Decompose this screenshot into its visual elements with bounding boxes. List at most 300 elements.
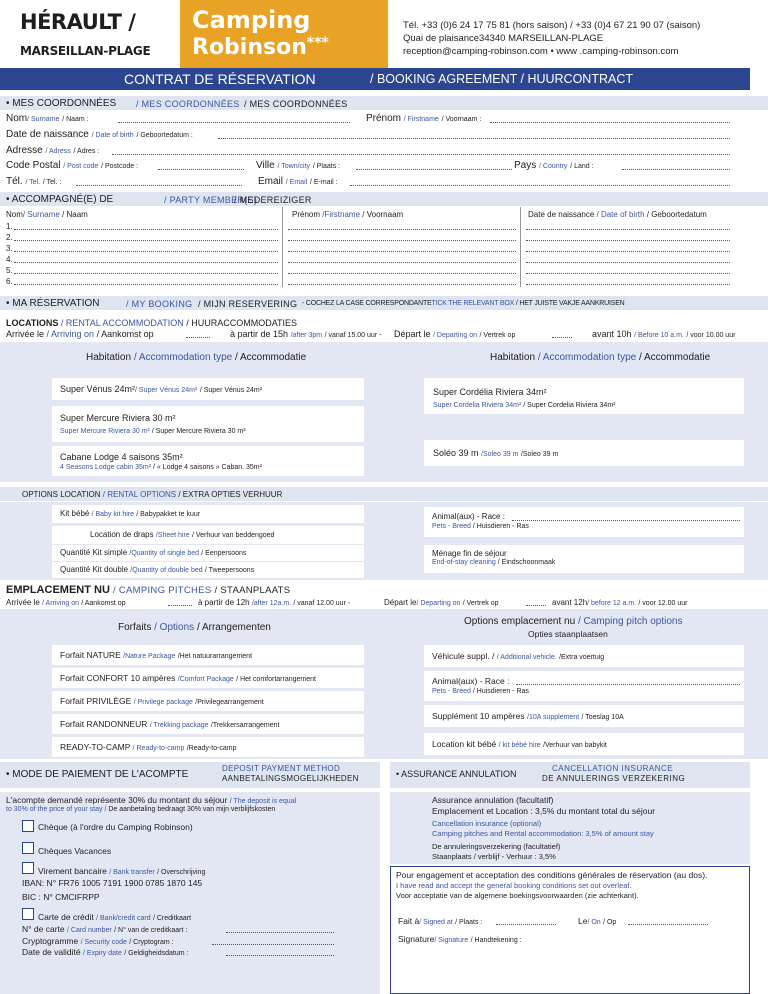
party-row-num: 3. <box>6 244 13 253</box>
party-col-dob <box>528 210 707 219</box>
camping-name: Robinson <box>192 35 307 60</box>
hab-right-nl: / Accommodatie <box>638 352 711 363</box>
pitch-opt-fr: Options emplacement nu <box>464 616 576 627</box>
region-logo <box>0 0 180 68</box>
loc-arrival[interactable] <box>6 329 154 339</box>
pitch-animal-en: Pets - Breed <box>432 688 471 695</box>
contact-line1: Tél. +33 (0)6 24 17 75 81 (hors saison) / +33 (0)4 67 21 90 07 (saison) <box>403 20 701 31</box>
party-heading <box>0 192 768 206</box>
prenom-label: Prénom <box>366 113 402 124</box>
payment-heading: • MODE DE PAIEMENT DE L'ACOMPTE <box>6 769 189 780</box>
sig-label <box>398 934 522 944</box>
hab-option-label: Cabane Lodge 4 saisons 35m² <box>60 452 183 462</box>
forfait-fr: READY-TO-CAMP <box>60 742 131 752</box>
party-row-prenom[interactable] <box>288 251 516 252</box>
validite-en: / Expiry date <box>82 950 122 957</box>
party-row-dob[interactable] <box>526 240 730 241</box>
region-top: HÉRAULT / <box>20 10 136 34</box>
hab-right-head <box>490 352 710 363</box>
tel-label: Tél. <box>6 176 23 187</box>
forfait-en: / Privilege package <box>133 699 193 706</box>
dob-label: Date de naissance <box>6 129 89 140</box>
pitch-animal-line[interactable] <box>516 684 740 685</box>
loc-from-fr: à partir de 15h <box>230 329 289 339</box>
pitch-departure[interactable] <box>384 598 498 607</box>
stars: *** <box>306 35 329 51</box>
pitch-from-nl: / vanaf 12.00 uur - <box>293 600 351 607</box>
vir-fr: Virement bancaire <box>38 866 107 876</box>
camping-logo <box>180 0 388 68</box>
nom-label: Nom <box>6 113 28 124</box>
tel-nl: / Tel. : <box>42 179 62 186</box>
carte-checkbox[interactable] <box>22 908 34 920</box>
opt-simple-en: /Quantity of single bed <box>129 550 200 557</box>
pitch-arrival-line[interactable] <box>168 605 192 606</box>
field-cp[interactable] <box>6 160 138 171</box>
forfait-label <box>60 719 280 729</box>
forfait-en: /Nature Package <box>123 653 176 660</box>
deposit-fr: L'acompte demandé représente 30% du montant du séjour <box>6 795 228 805</box>
opt-double-fr: Quantité Kit double <box>60 565 129 574</box>
pitch-dep-fr: Départ le <box>384 598 417 607</box>
loc-arrival-line[interactable] <box>186 337 210 338</box>
loc-title-nl: / HUURACCOMMODATIES <box>186 318 298 328</box>
col-dob-nl: / Geboortedatum <box>646 210 707 219</box>
bic: BIC : N° CMCIFRPP <box>22 892 100 902</box>
forfait-label <box>60 742 237 752</box>
col-prenom-nl: / Voornaam <box>362 210 404 219</box>
agreement-fr: Pour engagement et acceptation des conditions générales de réservation (au dos). <box>396 870 708 880</box>
cp-nl: / Postcode : <box>101 163 139 170</box>
title-fr: CONTRAT DE RÉSERVATION <box>124 71 316 87</box>
pitch-arr-en: / Arriving on <box>42 600 79 607</box>
options-heading-text <box>22 490 282 499</box>
dob-nl: / Geboortedatum : <box>136 132 193 139</box>
tel-line[interactable] <box>76 185 242 186</box>
forfaits-nl: / Arrangementen <box>196 622 271 633</box>
nom-en: / Surname <box>27 116 60 123</box>
pitch-dep-en: / Departing on <box>416 600 461 607</box>
opt-simple-label <box>60 548 246 557</box>
loc-dep-fr: Départ le <box>394 329 431 339</box>
insurance-heading-nl: DE ANNULERINGS VERZEKERING <box>542 774 686 783</box>
coords-heading-fr: • MES COORDONNÉES <box>6 98 117 109</box>
opt-draps-fr: Location de draps <box>90 530 154 539</box>
forfait-fr: Forfait RANDONNEUR <box>60 719 148 729</box>
pitch-before <box>552 598 687 607</box>
carte-en: / Bank/credit card <box>96 915 151 922</box>
party-row-nom[interactable] <box>14 262 278 263</box>
hab-nl: /Soleo 39 m <box>520 451 559 458</box>
loc-arrival-fr: Arrivée le <box>6 329 45 339</box>
note-en: TICK THE RELEVANT BOX <box>431 300 515 307</box>
hab-option-label <box>433 448 558 458</box>
opt-kit-fr: Kit bébé <box>60 509 90 518</box>
loc-before-en: / Before 10 a.m. <box>634 332 684 339</box>
pitch-animal-nl: / Huisdieren - Ras <box>472 688 529 695</box>
supp-en: /10A supplement <box>527 714 580 721</box>
carte-label <box>38 912 191 922</box>
forfait-nl: / Het comfortarrangement <box>236 676 316 683</box>
opt-title-en: / RENTAL OPTIONS <box>102 490 177 499</box>
deposit-line2 <box>6 806 275 813</box>
hab-option-sub <box>60 428 246 435</box>
insurance-heading: • ASSURANCE ANNULATION <box>396 769 517 779</box>
cp-line[interactable] <box>158 169 244 170</box>
forfait-en: / Trekking package <box>149 722 209 729</box>
kitloc-nl: /Verhuur van babykit <box>543 742 607 749</box>
opt-animal-en: Pets - Breed <box>432 523 471 530</box>
nom-nl: / Naam : <box>62 116 89 123</box>
signature-area[interactable] <box>396 946 744 990</box>
field-tel[interactable] <box>6 176 61 187</box>
party-row-num: 4. <box>6 255 13 264</box>
party-row-prenom[interactable] <box>288 262 516 263</box>
field-adresse[interactable] <box>6 145 99 156</box>
payment-heading-nl: AANBETALINGSMOGELIJKHEDEN <box>222 774 359 783</box>
pitch-departure-line[interactable] <box>526 605 546 606</box>
booking-heading-fr: • MA RÉSERVATION <box>6 298 100 309</box>
iban: IBAN: N° FR76 1005 7191 1900 0785 1870 145 <box>22 878 203 888</box>
party-divider-2 <box>520 207 521 287</box>
deposit-en2: to 30% of the price of your stay / <box>6 806 107 813</box>
pitch-before-en: / before 12 a.m. <box>587 600 637 607</box>
opt-draps-label <box>90 530 274 539</box>
hab-right-en: / Accommodation type <box>537 352 637 363</box>
ins-nl1: De annuleringsverzekering (facultatief) <box>432 842 561 851</box>
hab-fr: Soléo 39 m <box>433 448 479 458</box>
supp-fr: Supplément 10 ampères <box>432 711 525 721</box>
pitch-dep-nl: / Vertrek op <box>462 600 499 607</box>
party-row-prenom[interactable] <box>288 240 516 241</box>
adresse-label: Adresse <box>6 145 43 156</box>
carte-nl: / Creditkaart <box>152 915 192 922</box>
opt-kit-en: / Baby kit hire <box>91 511 135 518</box>
pitch-title <box>6 584 290 596</box>
hab-option-label <box>60 384 262 394</box>
party-row-nom[interactable] <box>14 251 278 252</box>
loc-title-en: / RENTAL ACCOMMODATION <box>60 318 184 328</box>
loc-from <box>230 329 381 339</box>
hab-nl: / « Lodge 4 saisons » Caban. 35m² <box>153 464 262 471</box>
party-row-num: 6. <box>6 277 13 286</box>
ncarte-label <box>22 924 187 934</box>
loc-arrival-nl: / Aankomst op <box>96 329 154 339</box>
party-row-num: 1. <box>6 222 13 231</box>
pays-nl: / Land : <box>570 163 594 170</box>
booking-heading <box>0 296 768 310</box>
pitch-title-en: / CAMPING PITCHES <box>112 585 212 596</box>
hab-left-head <box>86 352 306 363</box>
ncarte-fr: N° de carte <box>22 924 65 934</box>
pitch-animal-sub <box>432 688 529 695</box>
ville-line[interactable] <box>356 169 512 170</box>
hab-nl: / Super Mercure Riviera 30 m² <box>151 428 246 435</box>
hab-left-nl: / Accommodatie <box>234 352 307 363</box>
loc-dep-en: / Departing on <box>433 332 478 339</box>
le-line[interactable] <box>628 924 708 925</box>
validite-fr: Date de validité <box>22 947 81 957</box>
tel-en: / Tel. <box>25 179 41 186</box>
loc-title: LOCATIONS <box>6 318 59 328</box>
hab-option-sub <box>433 402 615 409</box>
fait-fr: Fait à <box>398 916 420 926</box>
fait-label <box>398 916 482 926</box>
pitch-kit-label <box>432 739 607 749</box>
camping-line1: Camping <box>192 6 311 34</box>
loc-departure-line[interactable] <box>552 337 572 338</box>
hab-option-super-mercure[interactable] <box>52 406 364 442</box>
camping-line2 <box>192 35 329 60</box>
pays-en: / Country <box>539 163 568 170</box>
forfait-en: /Comfort Package <box>177 676 234 683</box>
virement-label <box>38 866 205 876</box>
opt-kit-nl: / Babypakket te kuur <box>136 511 201 518</box>
forfaits-fr: Forfaits <box>118 622 152 633</box>
party-col-prenom <box>292 210 403 219</box>
note-fr: - COCHEZ LA CASE CORRESPONDANTE <box>302 300 432 307</box>
pitch-opt-nl: Opties staanplaatsen <box>528 629 608 639</box>
ville-label: Ville <box>256 160 275 171</box>
forfait-fr: Forfait PRIVILÈGE <box>60 696 132 706</box>
le-nl: / Op <box>603 919 617 926</box>
hab-en: /Soleo 39 m <box>481 451 519 458</box>
party-row-dob[interactable] <box>526 284 730 285</box>
forfaits-en: / Options <box>154 622 195 633</box>
opt-animal-sub <box>432 523 529 530</box>
ville-nl: / Plaats : <box>312 163 341 170</box>
fait-en: / Signed at <box>419 919 453 926</box>
loc-departure[interactable] <box>394 329 515 339</box>
hab-en: Super Cordelia Riviera 34m² <box>433 402 522 409</box>
note-nl: / HET JUISTE VAKJE AANKRUISEN <box>515 300 625 307</box>
region-bottom: MARSEILLAN-PLAGE <box>20 44 151 58</box>
cp-en: / Post code <box>63 163 99 170</box>
field-dob[interactable] <box>6 129 193 140</box>
pitch-opt-en: / Camping pitch options <box>577 616 683 627</box>
opt-title-nl: / EXTRA OPTIES VERHUUR <box>178 490 283 499</box>
adresse-line[interactable] <box>112 154 730 155</box>
le-label <box>578 916 616 926</box>
ncarte-line[interactable] <box>226 932 334 933</box>
party-row-dob[interactable] <box>526 229 730 230</box>
carte-fr: Carte de crédit <box>38 912 94 922</box>
party-heading-fr: • ACCOMPAGNÉ(E) DE <box>6 194 114 205</box>
opt-simple-nl: / Eenpersoons <box>201 550 247 557</box>
party-row-nom[interactable] <box>14 240 278 241</box>
ins-nl2: Staanplaats / verblijf - Verhuur : 3,5% <box>432 852 556 861</box>
crypto-en: / Security code <box>80 939 127 946</box>
party-heading-en: / PARTY MEMBER(S) <box>164 195 258 205</box>
ncarte-en: / Card number <box>67 927 112 934</box>
party-row-prenom[interactable] <box>288 273 516 274</box>
hab-en: / Super Vénus 24m² <box>135 387 198 394</box>
opt-simple-fr: Quantité Kit simple <box>60 548 128 557</box>
virement-checkbox[interactable] <box>22 862 34 874</box>
forfait-label <box>60 650 252 660</box>
hab-fr: Super Vénus 24m² <box>60 384 136 394</box>
forfait-nl: /Ready-to-camp <box>186 745 237 752</box>
sig-nl: / Handtekening : <box>470 937 522 944</box>
fait-nl: / Plaats : <box>455 919 483 926</box>
pitch-arr-fr: Arrivée le <box>6 598 40 607</box>
opt-menage-en: End-of-stay cleaning <box>432 559 496 566</box>
pitch-title-nl: / STAANPLAATS <box>214 585 291 596</box>
veh-en: / Additional vehicle. <box>496 654 557 661</box>
forfait-fr: Forfait NATURE <box>60 650 121 660</box>
opt-animal-line[interactable] <box>512 520 740 521</box>
opt-menage-sub <box>432 559 555 566</box>
email-nl: / E-mail : <box>309 179 338 186</box>
hab-en: Super Mercure Riviera 30 m² <box>60 428 150 435</box>
party-row-dob[interactable] <box>526 273 730 274</box>
adresse-en: / Adress <box>45 148 71 155</box>
forfait-nl: /Het natuurarrangement <box>177 653 253 660</box>
validite-line[interactable] <box>226 955 334 956</box>
pitch-opt-head <box>464 616 682 627</box>
deposit-en: / The deposit is equal <box>229 798 297 805</box>
party-row-num: 2. <box>6 233 13 242</box>
party-heading-nl: / MEDEREIZIGER <box>234 195 312 205</box>
opt-double-label <box>60 565 254 574</box>
pitch-arr-nl: / Aankomst op <box>81 600 126 607</box>
email-label: Email <box>258 176 284 187</box>
kitloc-fr: Location kit bébé <box>432 739 497 749</box>
contact-line2: Quai de plaisance34340 MARSEILLAN-PLAGE <box>403 33 604 44</box>
cheque-checkbox[interactable] <box>22 820 34 832</box>
email-line[interactable] <box>350 185 730 186</box>
hab-en: 4 Seasons Lodge cabin 35m² <box>60 464 152 471</box>
prenom-nl: / Voornaam : <box>441 116 482 123</box>
opt-animal-nl: / Huisdieren - Ras <box>472 523 529 530</box>
hab-nl: / Super Vénus 24m² <box>199 387 263 394</box>
party-divider-1 <box>282 207 283 287</box>
hab-option-sub <box>60 464 262 471</box>
forfait-label <box>60 673 316 683</box>
contact-line3: reception@camping-robinson.com • www .camping-robinson.com <box>403 46 679 57</box>
sig-en: / Signature <box>434 937 469 944</box>
pitch-from-fr: à partir de 12h <box>198 598 250 607</box>
col-dob: Date de naissance <box>528 210 595 219</box>
party-row-prenom[interactable] <box>288 284 516 285</box>
party-row-nom[interactable] <box>14 284 278 285</box>
le-en: / On <box>587 919 601 926</box>
col-prenom: Prénom <box>292 210 321 219</box>
opt-menage-label: Ménage fin de séjour <box>432 549 507 558</box>
field-nom[interactable] <box>6 113 89 124</box>
opt-double-en: /Quantity of double bed <box>130 567 203 574</box>
pitch-title-fr: EMPLACEMENT NU <box>6 584 110 596</box>
dob-en: / Date of birth <box>91 132 134 139</box>
vir-en: / Bank transfer <box>109 869 155 876</box>
opt-kit-label <box>60 509 200 518</box>
party-row-nom[interactable] <box>14 273 278 274</box>
nom-line[interactable] <box>118 122 350 123</box>
validite-label <box>22 947 188 957</box>
pitch-animal-label: Animal(aux) - Race : <box>432 676 510 686</box>
cheque-label: Chèque (à l'ordre du Camping Robinson) <box>38 822 193 832</box>
col-nom-en: / Surname <box>22 210 60 219</box>
loc-before-fr: avant 10h <box>592 329 632 339</box>
col-nom-nl: / Naam <box>62 210 88 219</box>
field-prenom[interactable] <box>366 113 481 124</box>
field-ville[interactable] <box>256 160 340 171</box>
pitch-before-fr: avant 12h <box>552 598 588 607</box>
supp-nl: / Toeslag 10A <box>581 714 624 721</box>
forfait-en: / Ready-to-camp <box>132 745 185 752</box>
pays-line[interactable] <box>622 169 730 170</box>
adresse-nl: / Adres : <box>73 148 100 155</box>
deposit-nl: De aanbetaling bedraagt 30% van mijn verblijfskosten <box>108 806 276 813</box>
email-en: / Email <box>285 179 308 186</box>
forfait-nl: /Trekkersarrangement <box>210 722 280 729</box>
prenom-en: / Firstname <box>403 116 439 123</box>
insurance-heading-en: CANCELLATION INSURANCE <box>552 764 674 773</box>
forfaits-head <box>118 622 271 633</box>
crypto-line[interactable] <box>212 944 334 945</box>
fait-line[interactable] <box>496 924 556 925</box>
loc-from-en: /after 3pm <box>290 332 323 339</box>
pays-label: Pays <box>514 160 537 171</box>
crypto-fr: Cryptogramme <box>22 936 79 946</box>
payment-heading-en: DEPOSIT PAYMENT METHOD <box>222 764 341 773</box>
party-row-num: 5. <box>6 266 13 275</box>
field-pays[interactable] <box>514 160 594 171</box>
veh-fr: Véhicule suppl. <box>432 651 490 661</box>
loc-arrival-en: / Arriving on <box>46 329 95 339</box>
hab-option-label: Super Cordélia Riviera 34m² <box>433 387 547 397</box>
party-row-nom[interactable] <box>14 229 278 230</box>
le-fr: Le <box>578 916 588 926</box>
locations-title <box>6 318 297 328</box>
prenom-line[interactable] <box>490 122 730 123</box>
agreement-nl: Voor acceptatie van de algemene boekingsvoorwaarden (zie achterkant). <box>396 891 639 900</box>
pitch-arrival[interactable] <box>6 598 126 607</box>
field-email[interactable] <box>258 176 338 187</box>
options-heading <box>0 487 768 501</box>
forfait-label <box>60 696 264 706</box>
hab-nl: / Super Cordelia Riviera 34m² <box>523 402 616 409</box>
hab-left-fr: Habitation <box>86 352 132 363</box>
coords-heading-nl: / MES COORDONNÉES <box>244 99 348 109</box>
col-nom: Nom <box>6 210 23 219</box>
ville-en: / Town/city <box>277 163 311 170</box>
title-other: / BOOKING AGREEMENT / HUURCONTRACT <box>370 72 633 86</box>
col-prenom-en: /Firstname <box>322 210 361 219</box>
dob-line[interactable] <box>218 138 730 139</box>
ins-en1: Cancellation insurance (optional) <box>432 819 542 828</box>
pitch-from-en: /after 12a.m. <box>251 600 292 607</box>
veh-nl: /Extra voertuig <box>559 654 605 661</box>
vacances-checkbox[interactable] <box>22 842 34 854</box>
loc-dep-nl: / Vertrek op <box>479 332 516 339</box>
party-row-dob[interactable] <box>526 262 730 263</box>
party-row-dob[interactable] <box>526 251 730 252</box>
ncarte-nl: / N° van de creditkaart : <box>114 927 188 934</box>
deposit-line1 <box>6 795 296 805</box>
opt-draps-en: /Sheet hire <box>155 532 190 539</box>
opt-animal-label: Animal(aux) - Race : <box>432 512 505 521</box>
pitch-from <box>198 598 350 607</box>
pitch-before-nl: / voor 12.00 uur <box>638 600 688 607</box>
pitch-veh-label: Véhicule suppl. / / Additional vehicle. /Extra voertuig <box>432 651 605 661</box>
hab-option-label: Super Mercure Riviera 30 m² <box>60 413 176 423</box>
ins-fr2: Emplacement et Location : 3,5% du montant total du séjour <box>432 806 656 816</box>
party-row-prenom[interactable] <box>288 229 516 230</box>
party-col-nom <box>6 210 88 219</box>
coords-heading-en: / MES COORDONNÉES <box>136 99 240 109</box>
pitch-supp-label <box>432 711 624 721</box>
